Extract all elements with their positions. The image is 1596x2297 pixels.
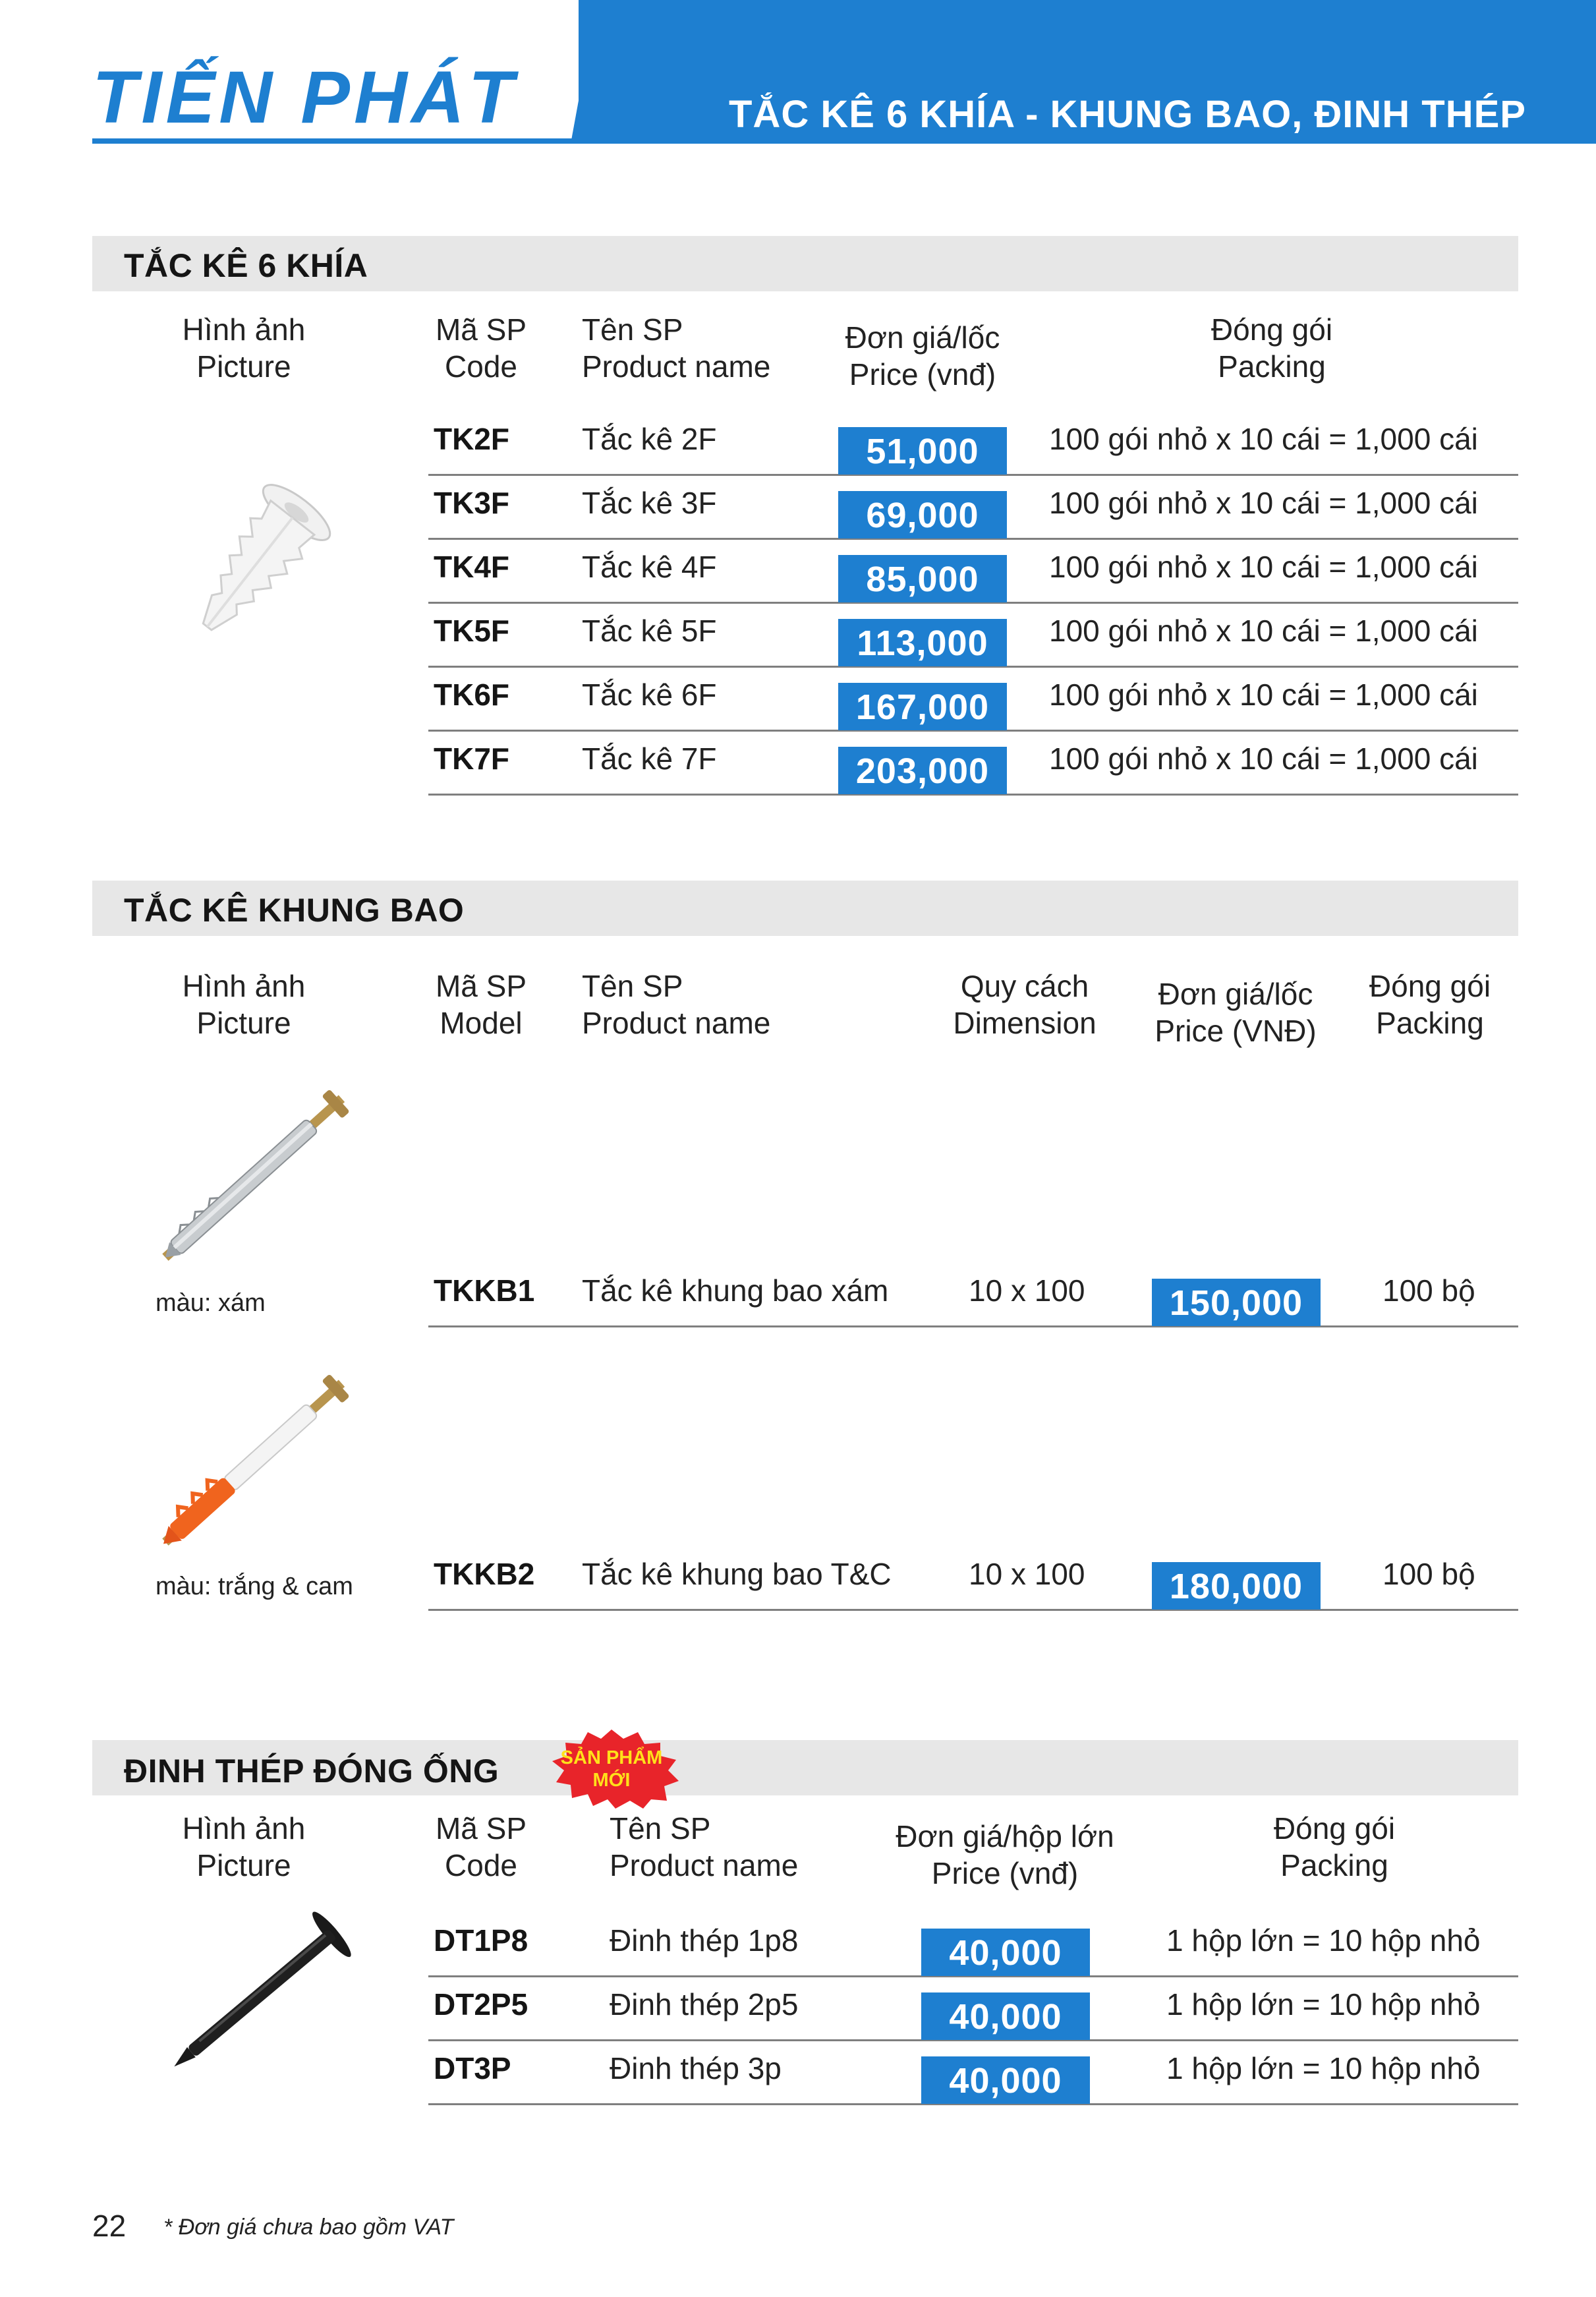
product-name: Tắc kê 5F [582, 614, 717, 648]
table-row [428, 730, 1518, 796]
col-header-en: Model [440, 1006, 523, 1040]
table-row [428, 1262, 1518, 1327]
price-badge: 113,000 [838, 619, 1007, 666]
frame-anchor-white-orange-image [125, 1359, 382, 1577]
col-header-vi: Tên SP [582, 312, 683, 347]
product-code: DT3P [434, 2051, 511, 2085]
col-header-en: Packing [1376, 1006, 1484, 1040]
product-name: Đinh thép 3p [610, 2051, 782, 2085]
col-header-vi: Đơn giá/lốc [1158, 977, 1313, 1011]
col-header-name [610, 1810, 798, 1884]
packing: 100 bộ [1382, 1273, 1475, 1308]
price-badge: 85,000 [838, 555, 1007, 602]
product-code: TKKB1 [434, 1273, 535, 1308]
col-header-en: Picture [196, 1848, 291, 1882]
col-header-vi: Mã SP [435, 969, 527, 1003]
table-row [428, 1911, 1518, 1977]
product-name: Tắc kê khung bao T&C [582, 1557, 892, 1591]
dimension: 10 x 100 [969, 1557, 1085, 1591]
col-header-picture [158, 968, 329, 1041]
section-title: ĐINH THÉP ĐÓNG ỐNG [124, 1753, 499, 1789]
col-header-price [870, 1818, 1140, 1892]
col-header-picture [158, 311, 329, 385]
col-header-packing [1173, 311, 1371, 385]
table-row [428, 2039, 1518, 2105]
col-header-model [422, 968, 540, 1041]
col-header-en: Packing [1280, 1848, 1388, 1882]
packing: 100 gói nhỏ x 10 cái = 1,000 cái [1049, 678, 1478, 712]
product-code: TK3F [434, 486, 509, 520]
col-header-en: Dimension [953, 1006, 1097, 1040]
col-header-en: Product name [582, 1006, 771, 1040]
wall-plug-image [152, 475, 336, 685]
price-badge: 40,000 [921, 1992, 1090, 2040]
col-header-vi: Mã SP [435, 1811, 527, 1846]
col-header-vi: Đơn giá/hộp lớn [896, 1819, 1114, 1853]
col-header-dimension [936, 968, 1114, 1041]
col-header-en: Price (VNĐ) [1154, 1014, 1317, 1048]
col-header-en: Picture [196, 349, 291, 384]
product-name: Tắc kê 7F [582, 741, 717, 776]
table-row [428, 666, 1518, 732]
col-header-code [422, 311, 540, 385]
col-header-en: Price (vnđ) [849, 357, 996, 392]
col-header-packing [1232, 1810, 1437, 1884]
col-header-vi: Hình ảnh [182, 1811, 306, 1846]
packing: 1 hộp lớn = 10 hộp nhỏ [1166, 2051, 1481, 2085]
frame-anchor-gray-image [125, 1074, 382, 1292]
price-badge: 150,000 [1152, 1279, 1321, 1326]
brand-logo: TIẾN PHÁT [92, 56, 518, 138]
product-name: Tắc kê 2F [582, 422, 717, 456]
col-header-en: Code [445, 349, 517, 384]
product-name: Tắc kê khung bao xám [582, 1273, 889, 1308]
product-code: TK6F [434, 678, 509, 712]
packing: 100 gói nhỏ x 10 cái = 1,000 cái [1049, 550, 1478, 584]
product-name: Đinh thép 1p8 [610, 1923, 799, 1958]
col-header-vi: Đơn giá/lốc [845, 320, 1000, 355]
col-header-en: Product name [610, 1848, 799, 1882]
packing: 100 gói nhỏ x 10 cái = 1,000 cái [1049, 741, 1478, 776]
section-title: TẮC KÊ 6 KHÍA [124, 247, 368, 284]
packing: 100 gói nhỏ x 10 cái = 1,000 cái [1049, 486, 1478, 520]
packing: 1 hộp lớn = 10 hộp nhỏ [1166, 1923, 1481, 1958]
col-header-vi: Mã SP [435, 312, 527, 347]
dimension: 10 x 100 [969, 1273, 1085, 1308]
product-name: Tắc kê 4F [582, 550, 717, 584]
brand-underline [92, 138, 613, 144]
col-header-en: Packing [1218, 349, 1326, 384]
price-badge: 40,000 [921, 1929, 1090, 1976]
col-header-vi: Tên SP [582, 969, 683, 1003]
product-code: TK2F [434, 422, 509, 456]
section-bar-dinh-thep [92, 1740, 1518, 1795]
price-badge: 180,000 [1152, 1562, 1321, 1610]
color-caption: màu: trắng & cam [156, 1573, 353, 1600]
vat-footnote: * Đơn giá chưa bao gồm VAT [163, 2215, 454, 2240]
table-row [428, 602, 1518, 668]
col-header-vi: Đóng gói [1273, 1811, 1396, 1846]
product-name: Tắc kê 6F [582, 678, 717, 712]
packing: 100 gói nhỏ x 10 cái = 1,000 cái [1049, 614, 1478, 648]
col-header-en: Picture [196, 1006, 291, 1040]
table-row [428, 538, 1518, 604]
product-code: TKKB2 [434, 1557, 535, 1591]
product-code: TK7F [434, 741, 509, 776]
badge-line: MỚI [592, 1770, 631, 1791]
col-header-price [1143, 975, 1328, 1049]
color-caption: màu: xám [156, 1289, 266, 1317]
col-header-price [830, 319, 1015, 393]
col-header-picture [158, 1810, 329, 1884]
table-row [428, 410, 1518, 476]
product-code: DT1P8 [434, 1923, 528, 1958]
col-header-vi: Đóng gói [1369, 969, 1491, 1003]
col-header-vi: Tên SP [610, 1811, 711, 1846]
packing: 1 hộp lớn = 10 hộp nhỏ [1166, 1987, 1481, 2021]
price-badge: 69,000 [838, 491, 1007, 538]
col-header-vi: Hình ảnh [182, 312, 306, 347]
price-badge: 51,000 [838, 427, 1007, 475]
page-title: TẮC KÊ 6 KHÍA - KHUNG BAO, ĐINH THÉP [729, 93, 1526, 136]
col-header-en: Product name [582, 349, 771, 384]
table-row [428, 474, 1518, 540]
col-header-packing [1344, 968, 1516, 1041]
packing: 100 gói nhỏ x 10 cái = 1,000 cái [1049, 422, 1478, 456]
section-bar-tac-ke-6-khia [92, 236, 1518, 291]
product-code: DT2P5 [434, 1987, 528, 2021]
product-name: Đinh thép 2p5 [610, 1987, 799, 2021]
steel-nail-image [145, 1898, 369, 2096]
table-row [428, 1545, 1518, 1611]
price-badge: 203,000 [838, 747, 1007, 794]
product-name: Tắc kê 3F [582, 486, 717, 520]
col-header-vi: Hình ảnh [182, 969, 306, 1003]
col-header-vi: Quy cách [960, 969, 1089, 1003]
price-badge: 40,000 [921, 2056, 1090, 2104]
col-header-en: Price (vnđ) [931, 1856, 1079, 1890]
section-title: TẮC KÊ KHUNG BAO [124, 892, 465, 929]
product-code: TK4F [434, 550, 509, 584]
packing: 100 bộ [1382, 1557, 1475, 1591]
page-number: 22 [92, 2209, 127, 2243]
price-badge: 167,000 [838, 683, 1007, 730]
col-header-vi: Đóng gói [1211, 312, 1333, 347]
table-row [428, 1975, 1518, 2041]
section-bar-tac-ke-khung-bao [92, 881, 1518, 936]
product-code: TK5F [434, 614, 509, 648]
col-header-code [422, 1810, 540, 1884]
col-header-en: Code [445, 1848, 517, 1882]
new-product-badge-text [542, 1747, 681, 1791]
col-header-name [582, 311, 770, 385]
col-header-name [582, 968, 770, 1041]
badge-line: SẢN PHẨM [560, 1747, 663, 1768]
